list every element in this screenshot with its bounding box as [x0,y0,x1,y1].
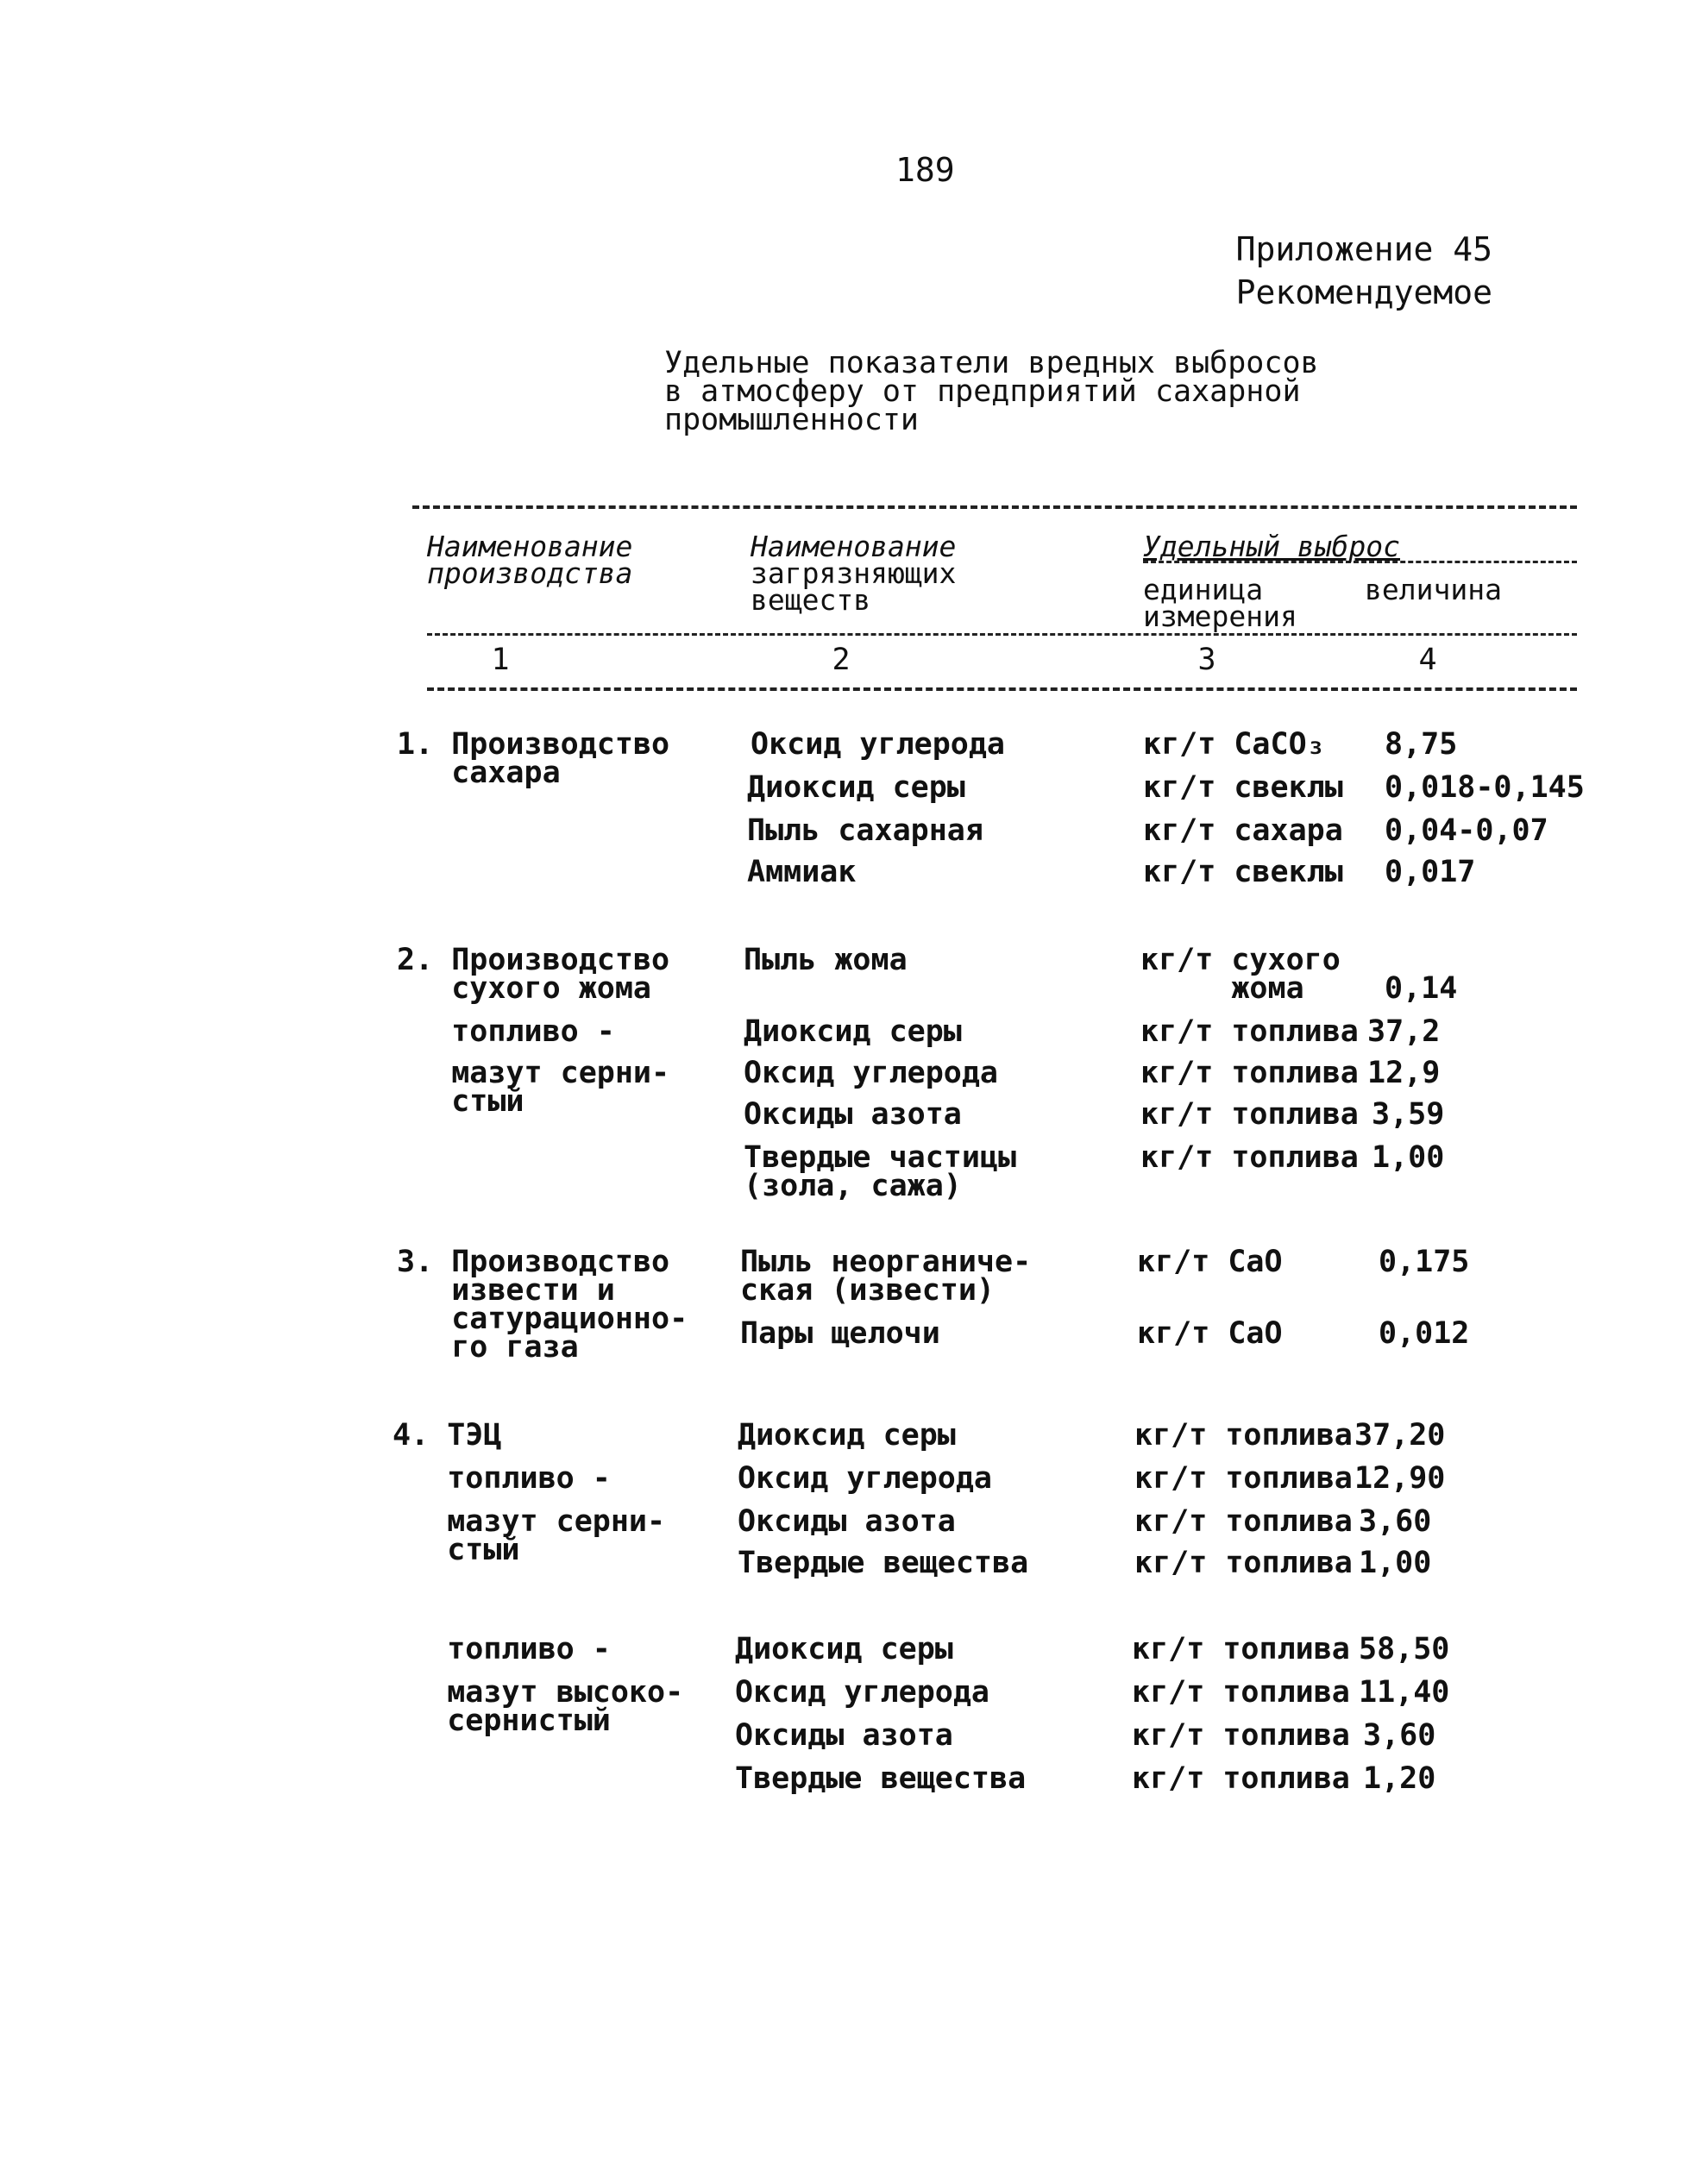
unit-cell: кг/т топлива [1140,1056,1359,1090]
page-number: 189 [895,151,955,189]
value-cell: 3,60 [1363,1718,1436,1753]
pollutant-cell: Твердые вещества [735,1761,1027,1796]
unit-cell: кг/т топлива [1140,1097,1359,1132]
unit-cell: кг/т CaCO₃ [1143,727,1325,762]
value-cell: 1,20 [1363,1761,1436,1796]
value-cell: 0,017 [1385,855,1476,889]
column-number: 1 [491,643,510,677]
header-bottom-rule [427,633,1577,636]
production-cell: мазут серни- стый [451,1056,670,1119]
unit-cell: кг/т свеклы [1143,770,1343,805]
unit-cell: кг/т топлива [1132,1718,1350,1753]
pollutant-cell: Диоксид серы [747,770,965,805]
column-numbers-rule [427,687,1577,691]
value-cell: 0,14 [1385,971,1458,1006]
appendix-number: Приложение 45 [1235,230,1492,268]
value-cell: 1,00 [1372,1140,1445,1175]
pollutant-cell: Твердые вещества [738,1546,1029,1580]
header-pollutant: загрязняющих веществ [751,556,957,617]
pollutant-cell: Пары щелочи [740,1316,940,1351]
production-cell: 3. Производство извести и сатурационно- го газа [397,1245,688,1365]
table-top-rule [412,505,1577,509]
unit-cell: кг/т топлива [1134,1461,1353,1496]
column-number: 3 [1197,643,1216,677]
value-cell: 8,75 [1385,727,1458,762]
value-cell: 12,90 [1354,1461,1446,1496]
value-cell: 0,018-0,145 [1385,770,1585,805]
pollutant-cell: Оксид углерода [744,1056,999,1090]
unit-cell: кг/т свеклы [1143,855,1343,889]
unit-cell: кг/т топлива [1140,1140,1359,1175]
unit-cell: кг/т топлива [1134,1546,1353,1580]
pollutant-cell: Оксиды азота [738,1504,956,1539]
document-title-line-3: промышленности [664,403,920,437]
pollutant-cell: Оксид углерода [751,727,1006,762]
pollutant-cell: Пыль жома [744,943,908,977]
pollutant-cell: Аммиак [747,855,857,889]
pollutant-cell: Диоксид серы [744,1014,962,1049]
value-cell: 12,9 [1367,1056,1441,1090]
unit-cell: кг/т топлива [1134,1504,1353,1539]
value-cell: 11,40 [1359,1675,1450,1710]
value-cell: 0,04-0,07 [1385,813,1548,848]
unit-cell: кг/т топлива [1134,1418,1353,1453]
value-cell: 37,20 [1354,1418,1446,1453]
value-cell: 0,012 [1379,1316,1470,1351]
header-unit: единица измерения [1143,573,1297,633]
pollutant-cell: Диоксид серы [735,1632,953,1666]
production-cell: 1. Производство сахара [397,727,670,790]
pollutant-cell: Оксиды азота [744,1097,962,1132]
production-cell: топливо - [393,1632,611,1666]
header-specific-emission: Удельный выброс [1143,530,1401,563]
production-cell: мазут высоко- сернистый [447,1675,684,1738]
unit-cell: кг/т топлива [1132,1632,1350,1666]
value-cell: 0,175 [1379,1245,1470,1279]
pollutant-cell: Пыль сахарная [747,813,983,848]
header-pollutant-italic: Наименование [751,530,957,563]
production-cell: мазут серни- стый [447,1504,666,1567]
unit-cell: кг/т топлива [1140,1014,1359,1049]
pollutant-cell: Оксиды азота [735,1718,953,1753]
production-cell: топливо - [393,1461,611,1496]
unit-cell: кг/т CaO [1137,1316,1283,1351]
unit-cell: кг/т CaO [1137,1245,1283,1279]
value-cell: 58,50 [1359,1632,1450,1666]
document-title-line-1: Удельные показатели вредных выбросов [664,346,1319,380]
value-cell: 37,2 [1367,1014,1441,1049]
pollutant-cell: Диоксид серы [738,1418,956,1453]
column-number: 4 [1418,643,1437,677]
production-cell: 4. ТЭЦ [393,1418,502,1453]
column-number: 2 [832,643,851,677]
header-production: Наименование производства [427,530,633,590]
pollutant-cell: Твердые частицы (зола, сажа) [744,1140,1017,1203]
value-cell: 3,60 [1359,1504,1432,1539]
unit-cell: кг/т сахара [1143,813,1343,848]
value-cell: 1,00 [1359,1546,1432,1580]
pollutant-cell: Оксид углерода [735,1675,990,1710]
unit-cell: кг/т сухого жома [1140,943,1341,1006]
header-value: величина [1365,573,1502,606]
production-cell: топливо - [397,1014,615,1049]
pollutant-cell: Оксид углерода [738,1461,993,1496]
pollutant-cell: Пыль неорганиче- ская (извести) [740,1245,1032,1308]
value-cell: 3,59 [1372,1097,1445,1132]
production-cell: 2. Производство сухого жома [397,943,670,1006]
unit-cell: кг/т топлива [1132,1675,1350,1710]
appendix-status: Рекомендуемое [1235,273,1492,311]
document-title-line-2: в атмосферу от предприятий сахарной [664,374,1301,409]
unit-cell: кг/т топлива [1132,1761,1350,1796]
